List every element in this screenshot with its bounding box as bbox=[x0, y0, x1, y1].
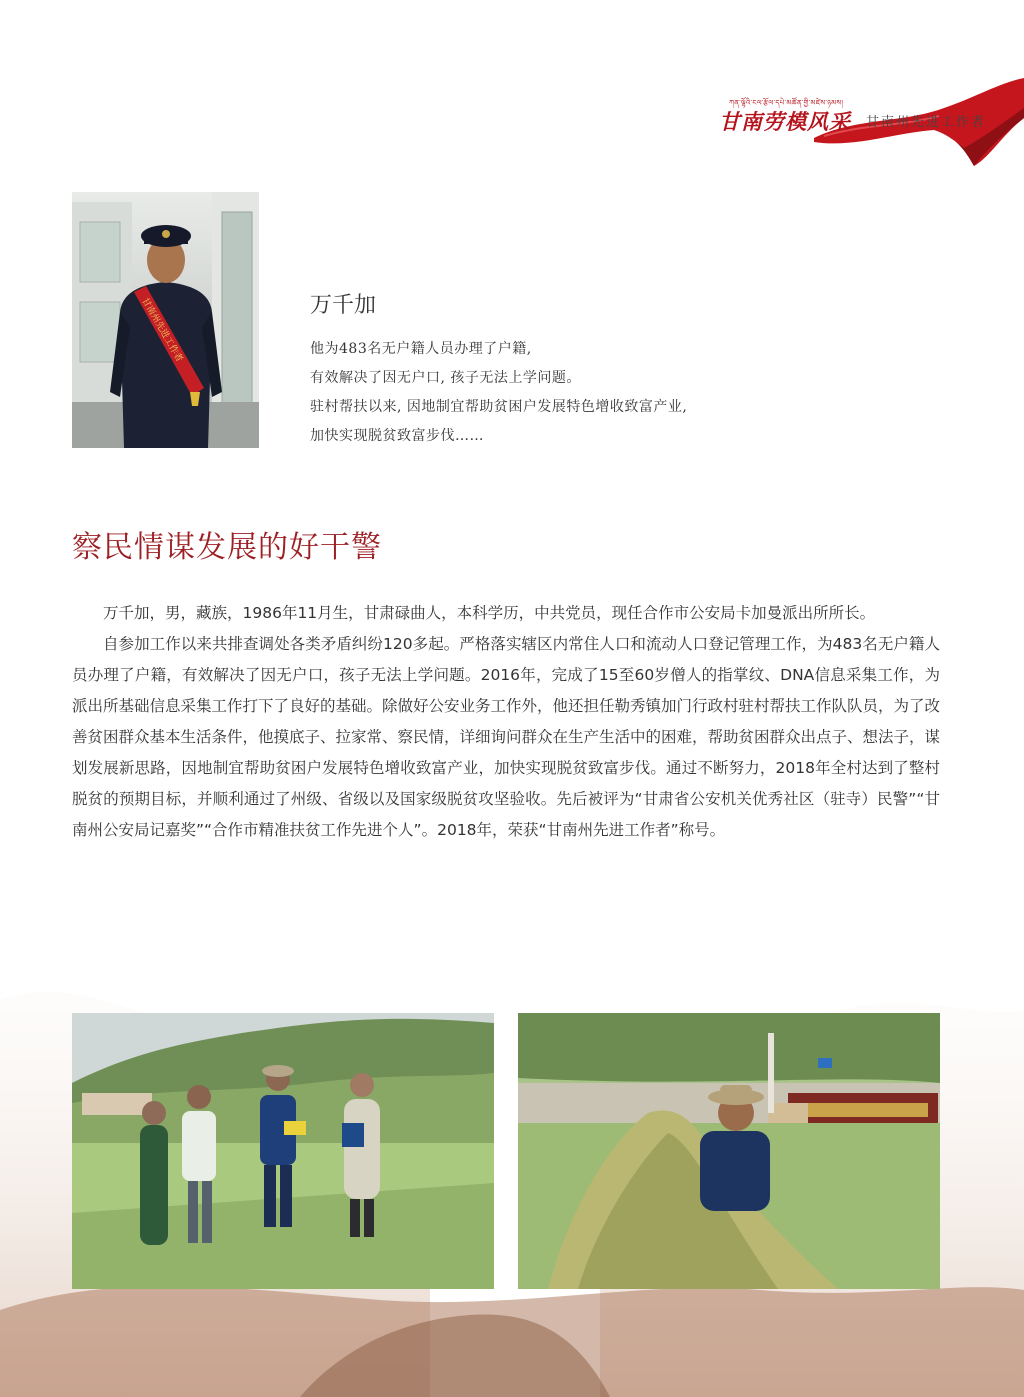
section-title: 察民情谋发展的好干警 bbox=[72, 530, 382, 565]
brand-title: 甘南劳模风采 bbox=[719, 109, 851, 134]
sash-text: 甘南州先进工作者 bbox=[139, 296, 185, 364]
article-paragraph: 万千加，男，藏族，1986年11月生，甘肃碌曲人，本科学历，中共党员，现任合作市公安局卡加曼派出所所长。 bbox=[103, 604, 876, 622]
portrait-photo bbox=[72, 192, 259, 448]
intro-line: 有效解决了因无户口, 孩子无法上学问题。 bbox=[310, 370, 581, 386]
villagers-in-field-image bbox=[72, 1013, 494, 1289]
brand-subtitle: 甘南州先进工作者 bbox=[866, 115, 987, 130]
intro-line: 加快实现脱贫致富步伐…… bbox=[310, 428, 484, 444]
harvest-photo bbox=[518, 1013, 940, 1289]
article-body bbox=[72, 598, 940, 846]
intro-line: 他为483名无户籍人员办理了户籍, bbox=[310, 341, 532, 357]
man-carrying-grass-image bbox=[518, 1013, 940, 1289]
field-visit-photo bbox=[72, 1013, 494, 1289]
intro-line: 驻村帮扶以来, 因地制宜帮助贫困户发展特色增收致富产业, bbox=[310, 399, 688, 415]
article-paragraph: 自参加工作以来共排查调处各类矛盾纠纷120多起。严格落实辖区内常住人口和流动人口登记管理工作，为483名无户籍人员办理了户籍，有效解决了因无户口，孩子无法上学问题。2016年，完成了15至60岁僧人的指掌纹、DNA信息采集工作，为派出所基础信息采集工作打下了良好的基础。除做好公安业务工作外，他还担任勒秀镇加门行政村驻村帮扶工作队队员，为了改善贫困群众基本生活条件，他摸底子、拉家常、察民情，详细询问群众在生产生活中的困难，帮助贫困群众出点子、想法子，谋划发展新思路，因地制宜帮助贫困户发展特色增收致富产业，加快实现脱贫致富步伐。通过不断努力，2018年全村达到了整村脱贫的预期目标，并顺利通过了州级、省级以及国家级脱贫攻坚验收。先后被评为“甘肃省公安机关优秀社区（驻寺）民警”“甘南州公安局记嘉奖”“合作市精准扶贫工作先进个人”。2018年，荣获“甘南州先进工作者”称号。 bbox=[72, 635, 941, 839]
person-name: 万千加 bbox=[310, 293, 377, 318]
page-header bbox=[564, 88, 1024, 188]
police-officer-image bbox=[72, 192, 259, 448]
intro-text bbox=[310, 335, 687, 451]
tibetan-header-text: ཀན་ལྷོའི་ངལ་རྩོལ་དཔེ་མཚོན་གྱི་མཛེས་ཉམས། bbox=[729, 99, 844, 107]
